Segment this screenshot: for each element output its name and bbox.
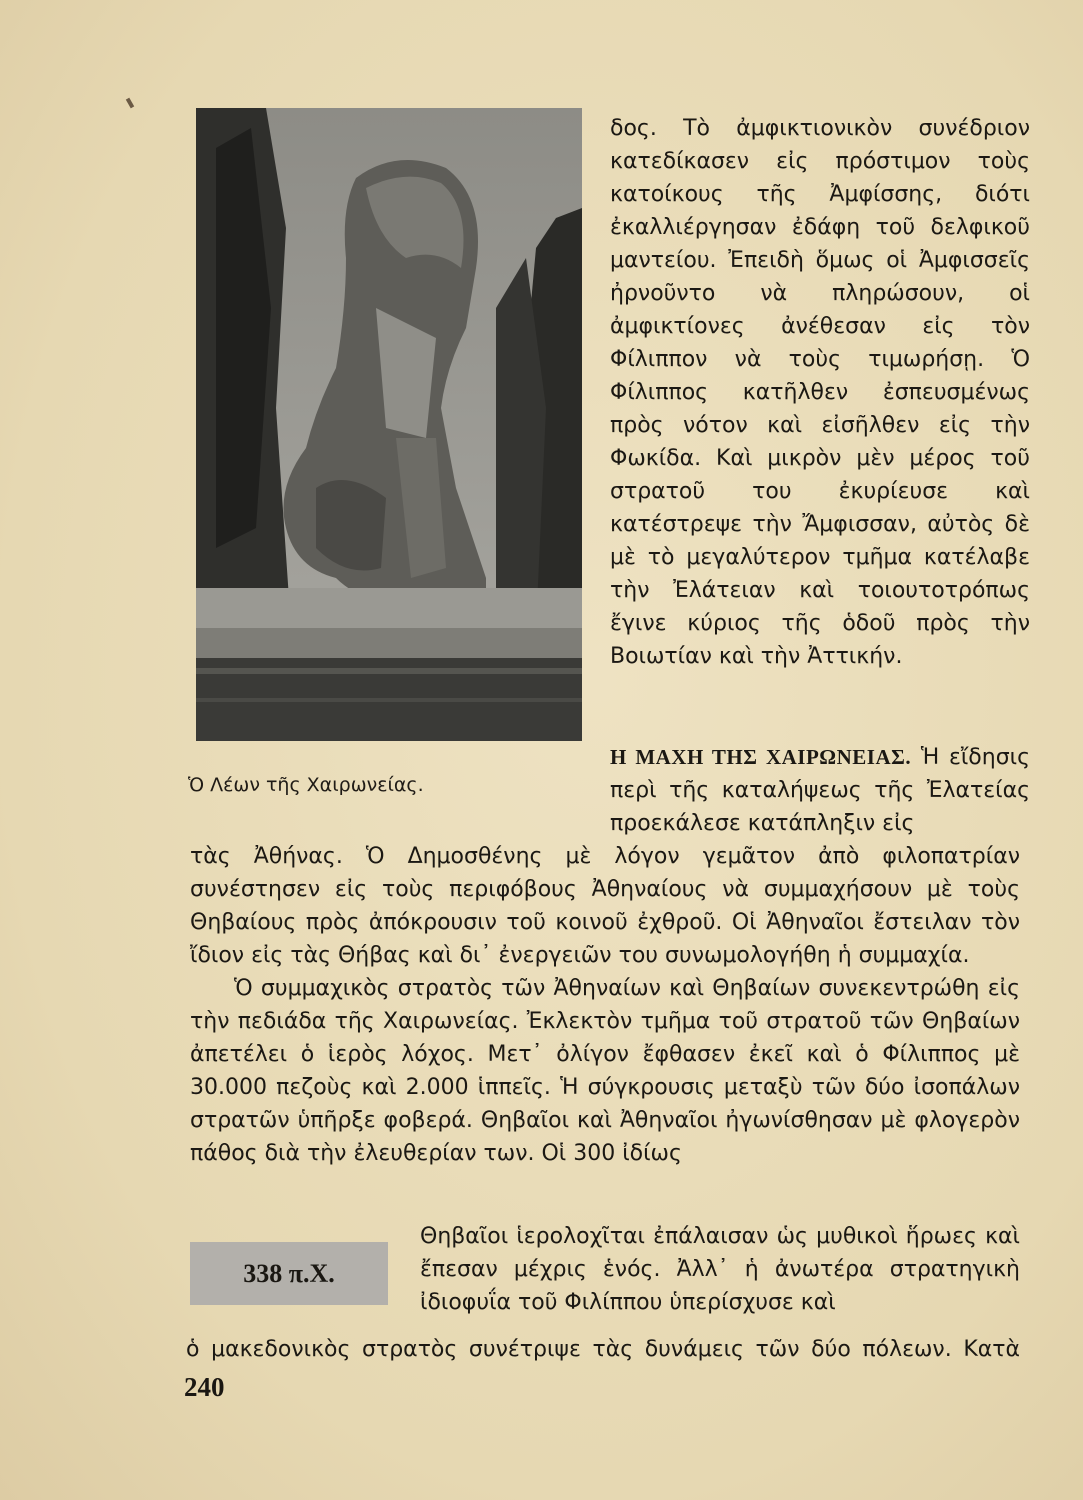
ink-mark <box>126 98 134 109</box>
right-column <box>610 112 1030 673</box>
full-width-text <box>190 840 1020 1170</box>
inset-text-block <box>420 1220 1020 1319</box>
photo-caption: Ὁ Λέων τῆς Χαιρωνείας. <box>188 774 424 796</box>
last-line-block <box>186 1333 1020 1366</box>
section-intro: Ἡ εἴδησις περὶ τῆς καταλήψεως τῆς Ἐλατείας προεκάλεσε κατάπληξιν εἰς <box>610 745 1030 836</box>
paragraph-2: Ὁ συμμαχικὸς στρατὸς τῶν Ἀθηναίων καὶ Θηβαίων συνεκεντρώθη εἰς τὴν πεδιάδα τῆς Χαιρωνείας. Ἐκλεκτὸν τμῆμα τοῦ στρατοῦ τῶν Θηβαίων ἀπετέλει ὁ ἱερὸς λόχος. Μετ᾽ ὀλίγον ἔφθασεν ἐκεῖ καὶ ὁ Φίλιππος μὲ 30.000 πεζοὺς καὶ 2.000 ἱππεῖς. Ἡ σύγκρουσις μεταξὺ τῶν δύο ἰσοπάλων στρατῶν ὑπῆρξε φοβερά. Θηβαῖοι καὶ Ἀθηναῖοι ἠγωνίσθησαν μὲ φλογερὸν πάθος διὰ τὴν ἐλευθερίαν των. Οἱ 300 ἰδίως <box>190 976 1020 1166</box>
lion-of-chaeronea-photo <box>196 108 582 741</box>
page-number: 240 <box>184 1372 225 1402</box>
section-heading-block <box>610 741 1030 840</box>
section-heading: Η ΜΑΧΗ ΤΗΣ ΧΑΙΡΩΝΕΙΑΣ. <box>610 745 912 769</box>
date-label: 338 π.Χ. <box>243 1258 335 1288</box>
paragraph-1-continuation: τὰς Ἀθήνας. Ὁ Δημοσθένης μὲ λόγον γεμᾶτον ἀπὸ φιλοπατρίαν συνέστησεν εἰς τοὺς περιφόβους Ἀθηναίους νὰ συμμαχήσουν μὲ τοὺς Θηβαίους πρὸς ἀπόκρουσιν τοῦ κοινοῦ ἐχθροῦ. Οἱ Ἀθηναῖοι ἔστειλαν τὸν ἴδιον εἰς τὰς Θήβας καὶ δι᾽ ἐνεργειῶν του συνωμολογήθη ἡ συμμαχία. <box>190 844 1020 968</box>
right-column-text: δος. Τὸ ἀμφικτιονικὸν συνέδριον κατεδίκασεν εἰς πρόστιμον τοὺς κατοίκους τῆς Ἀμφίσσης, διότι ἐκαλλιέργησαν ἐδάφη τοῦ δελφικοῦ μαντείου. Ἐπειδὴ ὅμως οἱ Ἀμφισσεῖς ἠρνοῦντο νὰ πληρώσουν, οἱ ἀμφικτίονες ἀνέθεσαν εἰς τὸν Φίλιππον νὰ τοὺς τιμωρήσῃ. Ὁ Φίλιππος κατῆλθεν ἐσπευσμένως πρὸς νότον καὶ εἰσῆλθεν εἰς τὴν Φωκίδα. Καὶ μικρὸν μὲν μέρος τοῦ στρατοῦ του ἐκυρίευσε καὶ κατέστρεψε τὴν Ἄμφισσαν, αὐτὸς δὲ μὲ τὸ μεγαλύτερον τμῆμα κατέλαβε τὴν Ἐλάτειαν καὶ τοιουτοτρόπως ἔγινε κύριος τῆς ὁδοῦ πρὸς τὴν Βοιωτίαν καὶ τὴν Ἀττικήν. <box>610 116 1030 669</box>
photo-illustration <box>196 108 582 741</box>
inset-text: Θηβαῖοι ἱερολοχῖται ἐπάλαισαν ὡς μυθικοὶ ἥρωες καὶ ἔπεσαν μέχρις ἑνός. Ἀλλ᾽ ἡ ἀνωτέρα στρατηγικὴ ἰδιοφυΐα τοῦ Φιλίππου ὑπερίσχυσε καὶ <box>420 1224 1020 1315</box>
last-line: ὁ μακεδονικὸς στρατὸς συνέτριψε τὰς δυνάμεις τῶν δύο πόλεων. Κατὰ <box>186 1337 1020 1362</box>
date-label-box <box>190 1242 388 1305</box>
